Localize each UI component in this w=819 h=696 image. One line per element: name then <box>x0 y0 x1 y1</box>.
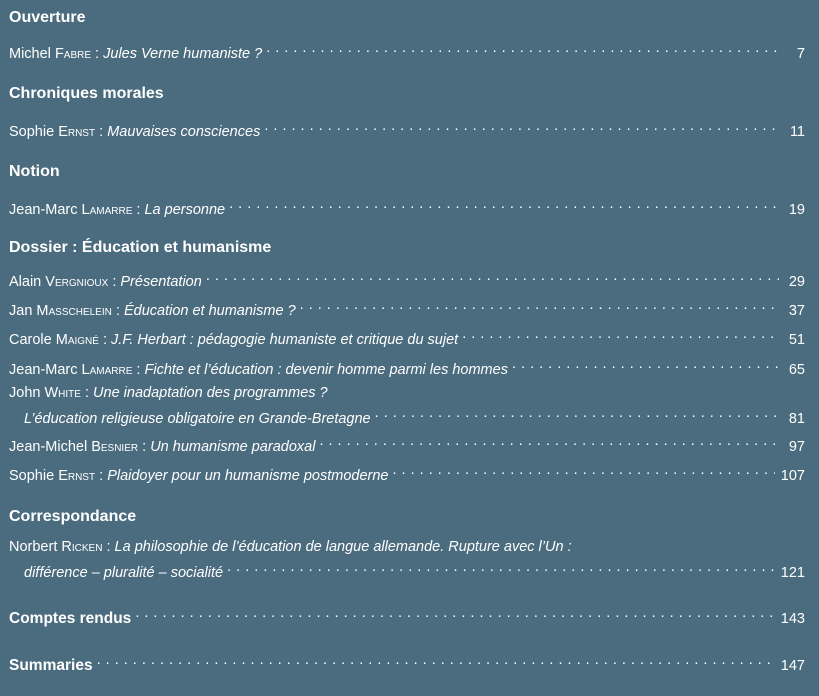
page-number: 81 <box>788 411 805 427</box>
author-first-name: Michel <box>9 46 51 62</box>
author-first-name: Jean-Marc <box>9 202 78 218</box>
dot-leader <box>300 295 779 315</box>
toc-entry[interactable] <box>24 557 805 581</box>
page-number: 7 <box>796 46 805 62</box>
article-title: Une inadaptation des programmes ? <box>93 385 328 401</box>
dot-leader <box>462 324 779 344</box>
author-last-name: Vergnioux <box>45 274 109 290</box>
dot-leader <box>319 431 779 451</box>
section-label: Summaries <box>9 657 93 674</box>
dot-leader <box>135 603 774 623</box>
page-number: 147 <box>780 658 805 674</box>
dot-leader <box>393 460 775 480</box>
dot-leader <box>97 650 775 670</box>
author-last-name: Fabre <box>54 46 92 62</box>
author-last-name: Ernst <box>58 124 96 140</box>
article-title: Mauvaises consciences <box>107 124 261 140</box>
author-last-name: Lamarre <box>81 202 133 218</box>
section-heading-correspondance: Correspondance <box>9 508 137 525</box>
toc-entry[interactable] <box>24 403 805 427</box>
page-number: 97 <box>788 439 805 455</box>
author-last-name: Besnier <box>91 439 139 455</box>
toc-entry[interactable]: Alain Vergnioux : Présentation . . . 29 <box>9 266 805 286</box>
section-label: Comptes rendus <box>9 610 132 627</box>
section-heading-chroniques: Chroniques morales <box>9 85 164 102</box>
article-title: J.F. Herbart : pédagogie humaniste et critique du sujet <box>111 332 459 348</box>
article-title: Présentation <box>120 274 202 290</box>
toc-entry[interactable]: Michel Fabre : Jules Verne humaniste ? . . . 7 <box>9 38 805 58</box>
dot-leader <box>206 266 779 286</box>
toc-entry-summaries[interactable] <box>9 650 805 674</box>
author-first-name: Sophie <box>9 124 55 140</box>
dot-leader <box>512 354 779 374</box>
author-first-name: Jan <box>9 303 33 319</box>
page-number: 121 <box>780 565 805 581</box>
author-first-name: John <box>9 385 41 401</box>
article-title: La personne <box>144 202 226 218</box>
toc-entry-first-line[interactable]: John White : Une inadaptation des programmes ? <box>9 385 328 401</box>
article-title-continued: L’éducation religieuse obligatoire en Grande-Bretagne <box>24 411 371 427</box>
page-number: 51 <box>788 332 805 348</box>
article-title: La philosophie de l’éducation de langue allemande. Rupture avec l’Un : <box>114 539 572 555</box>
dot-leader <box>264 116 779 136</box>
author-first-name: Carole <box>9 332 52 348</box>
toc-entry[interactable]: Jean-Marc Lamarre : Fichte et l’éducation : devenir homme parmi les hommes . . . 65 <box>9 354 805 374</box>
article-title: Un humanisme paradoxal <box>150 439 316 455</box>
author-last-name: Lamarre <box>81 362 133 378</box>
author-last-name: Masschelein <box>36 303 112 319</box>
dot-leader <box>266 38 779 58</box>
article-title-continued: différence – pluralité – socialité <box>24 565 224 581</box>
toc-entry[interactable]: Carole Maigné : J.F. Herbart : pédagogie humaniste et critique du sujet . . . 51 <box>9 324 805 344</box>
author-last-name: Maigné <box>55 332 99 348</box>
page-number: 107 <box>780 468 805 484</box>
toc-entry[interactable]: Jean-Marc Lamarre : La personne . . . 19 <box>9 194 805 214</box>
author-first-name: Norbert <box>9 539 58 555</box>
author-last-name: White <box>44 385 81 401</box>
author-first-name: Jean-Michel <box>9 439 88 455</box>
section-heading-notion: Notion <box>9 163 60 180</box>
page-number: 65 <box>788 362 805 378</box>
author-last-name: Ernst <box>58 468 96 484</box>
author-last-name: Ricken <box>61 539 103 555</box>
page-number: 11 <box>789 124 805 140</box>
toc-entry[interactable]: Jan Masschelein : Éducation et humanisme ? . . . 37 <box>9 295 805 315</box>
author-first-name: Sophie <box>9 468 55 484</box>
toc-entry[interactable]: Sophie Ernst : Plaidoyer pour un humanisme postmoderne . . . 107 <box>9 460 805 480</box>
dot-leader <box>227 557 775 577</box>
page-number: 37 <box>788 303 805 319</box>
toc-entry[interactable]: Sophie Ernst : Mauvaises consciences . . . 11 <box>9 116 805 136</box>
dot-leader <box>229 194 779 214</box>
toc-entry-comptes-rendus[interactable] <box>9 603 805 627</box>
article-title: Plaidoyer pour un humanisme postmoderne <box>107 468 389 484</box>
author-first-name: Jean-Marc <box>9 362 78 378</box>
section-heading-ouverture: Ouverture <box>9 9 86 26</box>
page-number: 19 <box>788 202 805 218</box>
page-number: 29 <box>788 274 805 290</box>
dot-leader <box>375 403 779 423</box>
article-title: Éducation et humanisme ? <box>123 303 296 319</box>
page-number: 143 <box>780 611 805 627</box>
article-title: Jules Verne humaniste ? <box>103 46 263 62</box>
article-title: Fichte et l’éducation : devenir homme parmi les hommes <box>144 362 508 378</box>
toc-entry-first-line[interactable]: Norbert Ricken : La philosophie de l’éducation de langue allemande. Rupture avec l’Un : <box>9 539 572 555</box>
section-heading-dossier: Dossier : Éducation et humanisme <box>9 239 272 256</box>
author-first-name: Alain <box>9 274 42 290</box>
toc-entry[interactable]: Jean-Michel Besnier : Un humanisme paradoxal . . . 97 <box>9 431 805 451</box>
